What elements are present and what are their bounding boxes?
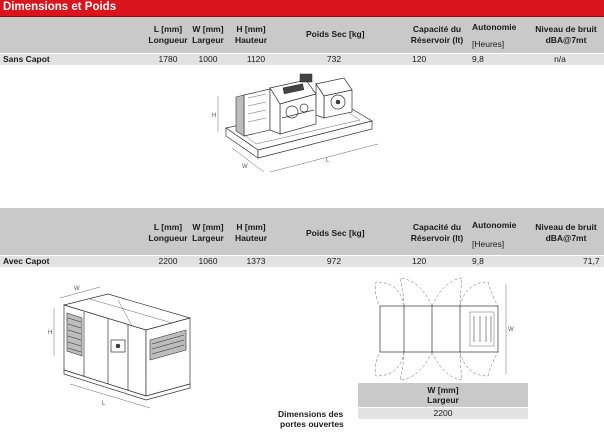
col-l-unit: L [mm] [153,222,183,232]
col-bruit-1: Niveau de bruit [535,24,597,34]
col-poids: Poids Sec [kg] [306,29,365,39]
col-capacite-2: Réservoir (lt) [410,233,464,243]
col-w-label: Largeur [192,35,224,45]
col-autonomie-1: Autonomie [472,220,517,230]
table-header-sans-capot [0,17,604,53]
row-label: Avec Capot [3,256,50,266]
table-row-avec-capot [0,256,604,267]
col-bruit-2: dBA@7mt [545,233,587,243]
cell-poids: 972 [326,256,342,266]
cell-h: 1373 [246,256,266,266]
col-w-unit: W [mm] [192,24,224,34]
cell-w: 1000 [198,54,218,64]
col-h-unit: H [mm] [236,222,266,232]
portes-header-unit: W [mm] [427,385,459,395]
portes-label-1: Dimensions des [278,409,344,419]
portes-value: 2200 [433,408,453,418]
svg-text:L: L [326,158,330,164]
table-header-avec-capot [0,208,604,255]
col-bruit-1: Niveau de bruit [535,222,597,232]
svg-text:H: H [48,330,53,336]
cell-bruit: n/a [554,54,566,64]
col-poids: Poids Sec [kg] [306,228,365,238]
col-bruit-2: dBA@7mt [545,35,587,45]
svg-text:W: W [508,327,514,333]
cell-bruit: 71,7 [583,256,600,266]
section-title: Dimensions et Poids [3,1,117,13]
cell-w: 1060 [198,256,218,266]
col-autonomie-2: [Heures] [472,239,505,249]
col-h-unit: H [mm] [236,24,266,34]
col-capacite-1: Capacité du [412,222,462,232]
cell-h: 1120 [246,54,266,64]
col-w-unit: W [mm] [192,222,224,232]
cell-autonomie: 9,8 [472,256,484,266]
cell-l: 2200 [158,256,178,266]
col-capacite-1: Capacité du [412,24,462,34]
svg-text:L: L [102,401,106,407]
portes-header [358,383,528,407]
cell-l: 1780 [158,54,178,64]
cell-capacite: 120 [412,54,427,64]
portes-header-label: Largeur [427,395,459,405]
portes-label-2: portes ouvertes [280,419,344,429]
cell-capacite: 120 [412,256,427,266]
col-h-label: Hauteur [234,35,268,45]
col-autonomie-1: Autonomie [472,22,517,32]
table-row-sans-capot [0,54,604,65]
col-capacite-2: Réservoir (lt) [410,35,464,45]
col-autonomie-2: [Heures] [472,39,505,49]
col-w-label: Largeur [192,233,224,243]
col-h-label: Hauteur [234,233,268,243]
col-l-label: Longueur [148,35,188,45]
svg-text:H: H [212,113,217,119]
col-l-unit: L [mm] [153,24,183,34]
svg-text:W: W [74,286,80,292]
cell-poids: 732 [326,54,342,64]
cell-autonomie: 9,8 [472,54,484,64]
col-l-label: Longueur [148,233,188,243]
svg-text:W: W [242,164,248,170]
row-label: Sans Capot [3,54,50,64]
section-title-bar [0,0,604,17]
portes-value-row [358,408,528,419]
